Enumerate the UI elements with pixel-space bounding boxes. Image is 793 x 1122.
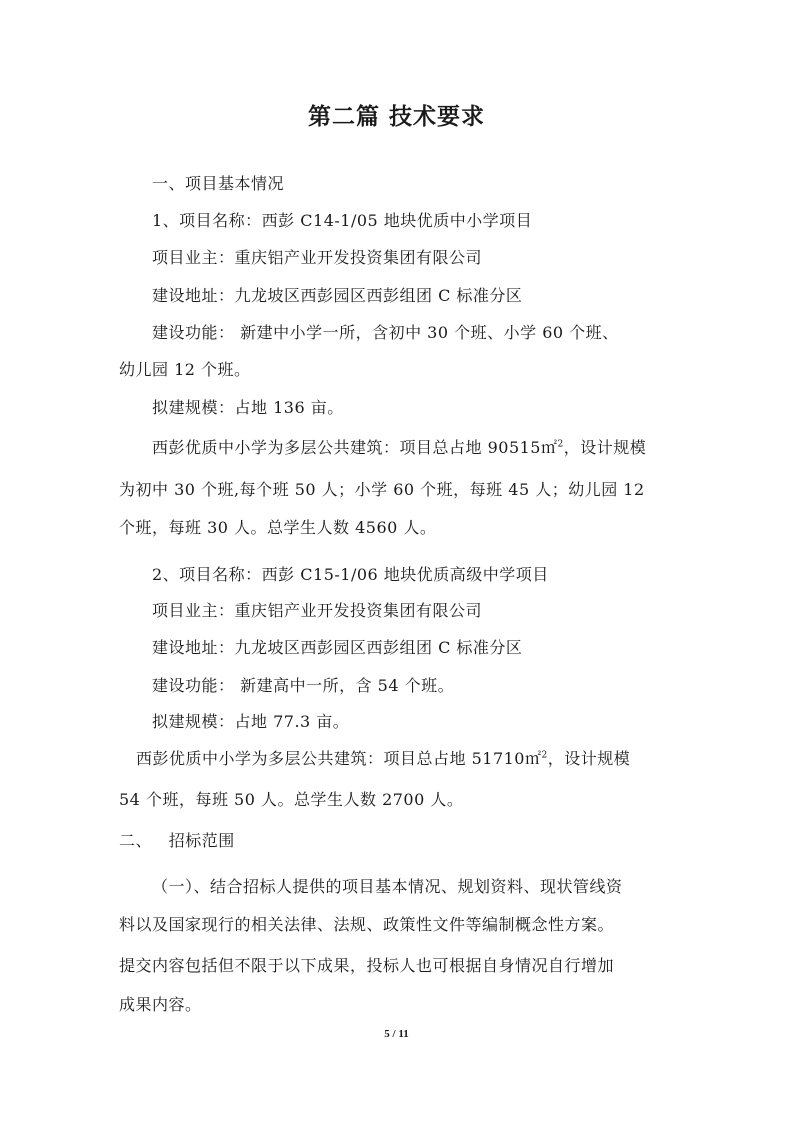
project2-desc-superscript: 2 — [541, 750, 548, 761]
section1-heading: 一、项目基本情况 — [152, 174, 285, 193]
project1-owner: 项目业主：重庆铝产业开发投资集团有限公司 — [152, 248, 483, 267]
project2-owner: 项目业主：重庆铝产业开发投资集团有限公司 — [152, 601, 483, 620]
page-number: 5 / 11 — [384, 1028, 409, 1040]
project2-desc-line2: 54 个班，每班 50 人。总学生人数 2700 人。 — [119, 790, 464, 809]
section2-para-line4: 成果内容。 — [119, 995, 202, 1014]
project1-address: 建设地址：九龙坡区西彭园区西彭组团 C 标准分区 — [152, 286, 523, 305]
project2-name: 2、项目名称：西彭 C15-1/06 地块优质高级中学项目 — [152, 565, 549, 584]
project1-desc-text-b: ，设计规模 — [563, 438, 647, 457]
project1-desc-text-a: 西彭优质中小学为多层公共建筑：项目总占地 90515㎡ — [152, 438, 558, 457]
section2-para-line3: 提交内容包括但不限于以下成果，投标人也可根据自身情况自行增加 — [119, 956, 615, 975]
project1-function-line2: 幼儿园 12 个班。 — [119, 360, 251, 379]
project1-name: 1、项目名称：西彭 C14-1/05 地块优质中小学项目 — [152, 211, 533, 230]
project1-desc-line3: 个班，每班 30 人。总学生人数 4560 人。 — [119, 518, 437, 537]
project2-desc-text-b: ，设计规模 — [547, 749, 631, 768]
project1-scale: 拟建规模：占地 136 亩。 — [152, 398, 344, 417]
project1-desc-line2: 为初中 30 个班,每个班 50 人；小学 60 个班，每班 45 人；幼儿园 12 — [119, 480, 645, 499]
page-title: 第二篇 技术要求 — [307, 103, 485, 130]
section2-para-line1: （一）、结合招标人提供的项目基本情况、规划资料、现状管线资 — [152, 877, 623, 896]
project2-scale: 拟建规模：占地 77.3 亩。 — [152, 712, 350, 731]
project1-desc-line1 — [152, 437, 646, 459]
section2-para-line2: 料以及国家现行的相关法律、法规、政策性文件等编制概念性方案。 — [119, 915, 615, 934]
project2-desc-text-a: 西彭优质中小学为多层公共建筑：项目总占地 51710㎡ — [136, 749, 542, 768]
project2-function: 建设功能： 新建高中一所，含 54 个班。 — [152, 676, 455, 695]
project1-function-line1: 建设功能： 新建中小学一所，含初中 30 个班、小学 60 个班、 — [152, 323, 619, 342]
project2-address: 建设地址：九龙坡区西彭园区西彭组团 C 标准分区 — [152, 638, 523, 657]
section2-heading: 二、 招标范围 — [119, 831, 235, 850]
project1-desc-superscript: 2 — [557, 439, 564, 450]
project2-desc-line1 — [136, 748, 630, 770]
